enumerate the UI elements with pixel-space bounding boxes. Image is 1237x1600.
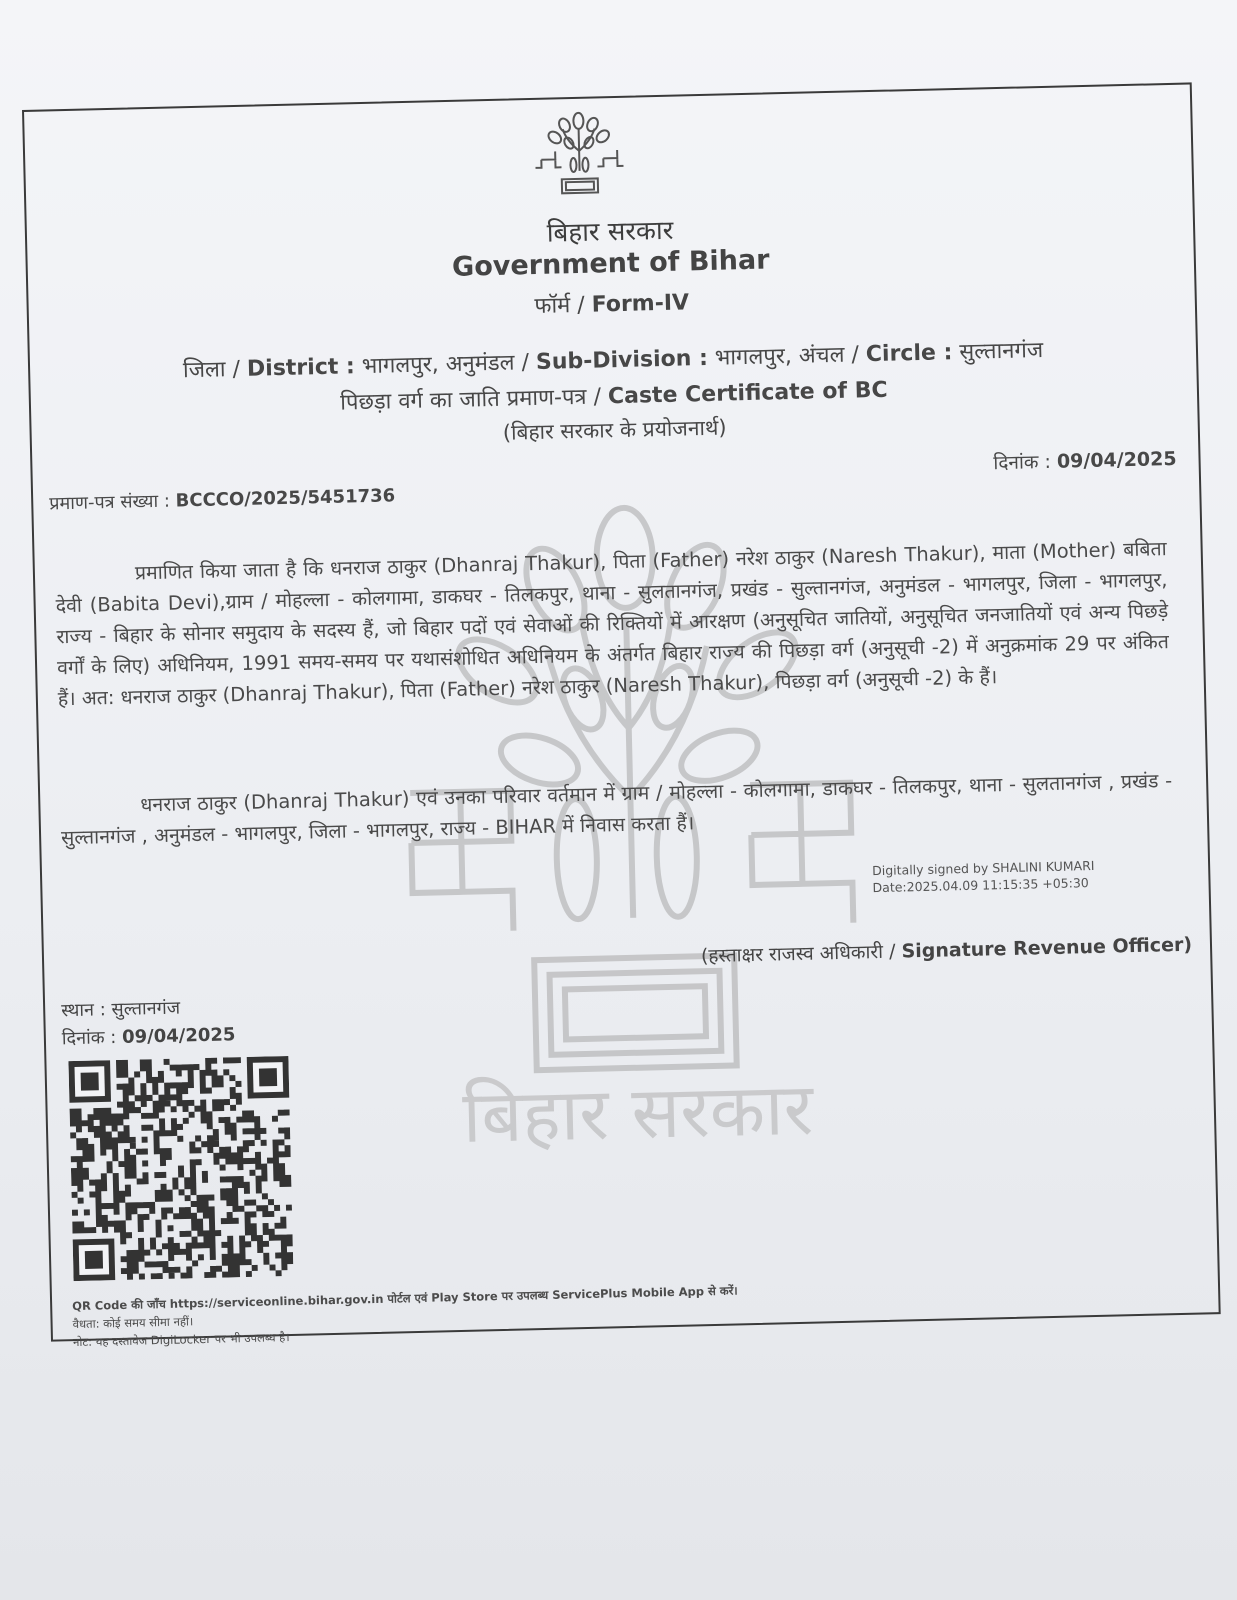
circle-value: सुल्तानगंज [959,338,1044,365]
certificate-number-value: BCCCO/2025/5451736 [175,485,396,512]
form-label-english: Form-IV [591,290,690,318]
place-value: सुल्तानगंज [111,997,181,1021]
issue-date-label: दिनांक : [993,450,1052,475]
watermark-text: बिहार सरकार [461,1066,814,1159]
place-line [61,993,235,1025]
footer-qr-verification: QR Code की जाँच https://serviceonline.bihar.gov.in पोर्टल एवं Play Store पर उपलब्ध ServicePlus Mobile App से करें। [72,1283,738,1314]
govt-title-hindi: बिहार सरकार [546,215,674,249]
qr-code-icon [68,1056,293,1281]
subdivision-label: Sub-Division : [535,345,709,375]
certificate-body-paragraph-2: धनराज ठाकुर (Dhanraj Thakur) एवं उनका परिवार वर्तमान में ग्राम / मोहल्ला - कोलगामा, डाकघर - तिलकपुर, थाना - सुलतानगंज , प्रखंड - सुल्तानगंज , अनुमंडल - भागलपुर, जिला - भागलपुर, राज्य - BIHAR में निवास करता हैं। [60,769,1173,850]
signature-label-hindi: (हस्ताक्षर राजस्व अधिकारी / [700,940,896,968]
digital-signature-block [872,857,1095,896]
district-label-english: District : [246,354,356,382]
district-label-hindi: जिला / [182,356,241,384]
place-date-line [62,1021,236,1053]
subdivision-value: भागलपुर, अंचल / [714,342,860,371]
place-date-label: दिनांक : [61,1027,117,1050]
footer-validity: वैधता: कोई समय सीमा नहीं। [72,1314,194,1332]
certificate-number-label: प्रमाण-पत्र संख्या : [49,490,171,515]
certificate-title-english: Caste Certificate of BC [607,377,888,410]
signature-label-english: Signature Revenue Officer) [901,933,1193,963]
certificate-document [22,82,1221,1350]
footer-digilocker-note: नोट: यह दस्तावेज DigiLocker पर भी उपलब्ध है। [72,1330,290,1350]
digital-signature-date: Date:2025.04.09 11:15:35 +05:30 [872,875,1089,896]
certificate-title-hindi: पिछड़ा वर्ग का जाति प्रमाण-पत्र / [339,384,602,416]
certificate-purpose: (बिहार सरकार के प्रयोजनार्थ) [502,415,727,445]
footer-notes [72,1281,739,1351]
govt-title-english: Government of Bihar [451,244,770,283]
place-date-value: 09/04/2025 [121,1024,236,1048]
certificate-body-paragraph-1: प्रमाणित किया जाता है कि धनराज ठाकुर (Dhanraj Thakur), पिता (Father) नरेश ठाकुर (Naresh Thakur), माता (Mother) बबिता देवी (Babita Devi),ग्राम / मोहल्ला - कोलगामा, डाकघर - तिलकपुर, थाना - सुलतानगंज, प्रखंड - सुल्तानगंज, अनुमंडल - भागलपुर, जिला - भागलपुर, राज्य - बिहार के सोनार समुदाय के सदस्य हैं, जो बिहार पदों एवं सेवाओं की रिक्तियों में आरक्षण (अनुसूचित जातियों, अनुसूचित जनजातियों एवं अन्य पिछड़े वर्गों के लिए) अधिनियम, 1991 समय-समय पर यथासंशोधित अधिनियम के अंतर्गत बिहार राज्य की पिछड़ा वर्ग (अनुसूची -2) में अनुक्रमांक 29 पर अंकित हैं। अत: धनराज ठाकुर (Dhanraj Thakur), पिता (Father) नरेश ठाकुर (Naresh Thakur), पिछड़ा वर्ग (अनुसूची -2) के हैं। [55,537,1170,711]
place-label: स्थान : [60,999,107,1022]
district-value: भागलपुर, अनुमंडल / [361,350,530,380]
digital-signature-signer: Digitally signed by SHALINI KUMARI [871,857,1095,879]
certificate-number [49,483,395,515]
bihar-emblem-icon [532,110,626,200]
issue-date-value: 09/04/2025 [1056,447,1177,473]
issue-date [993,445,1177,475]
form-label-hindi: फॉर्म / [534,292,585,319]
circle-label: Circle : [865,340,953,368]
place-date-block [61,993,236,1053]
